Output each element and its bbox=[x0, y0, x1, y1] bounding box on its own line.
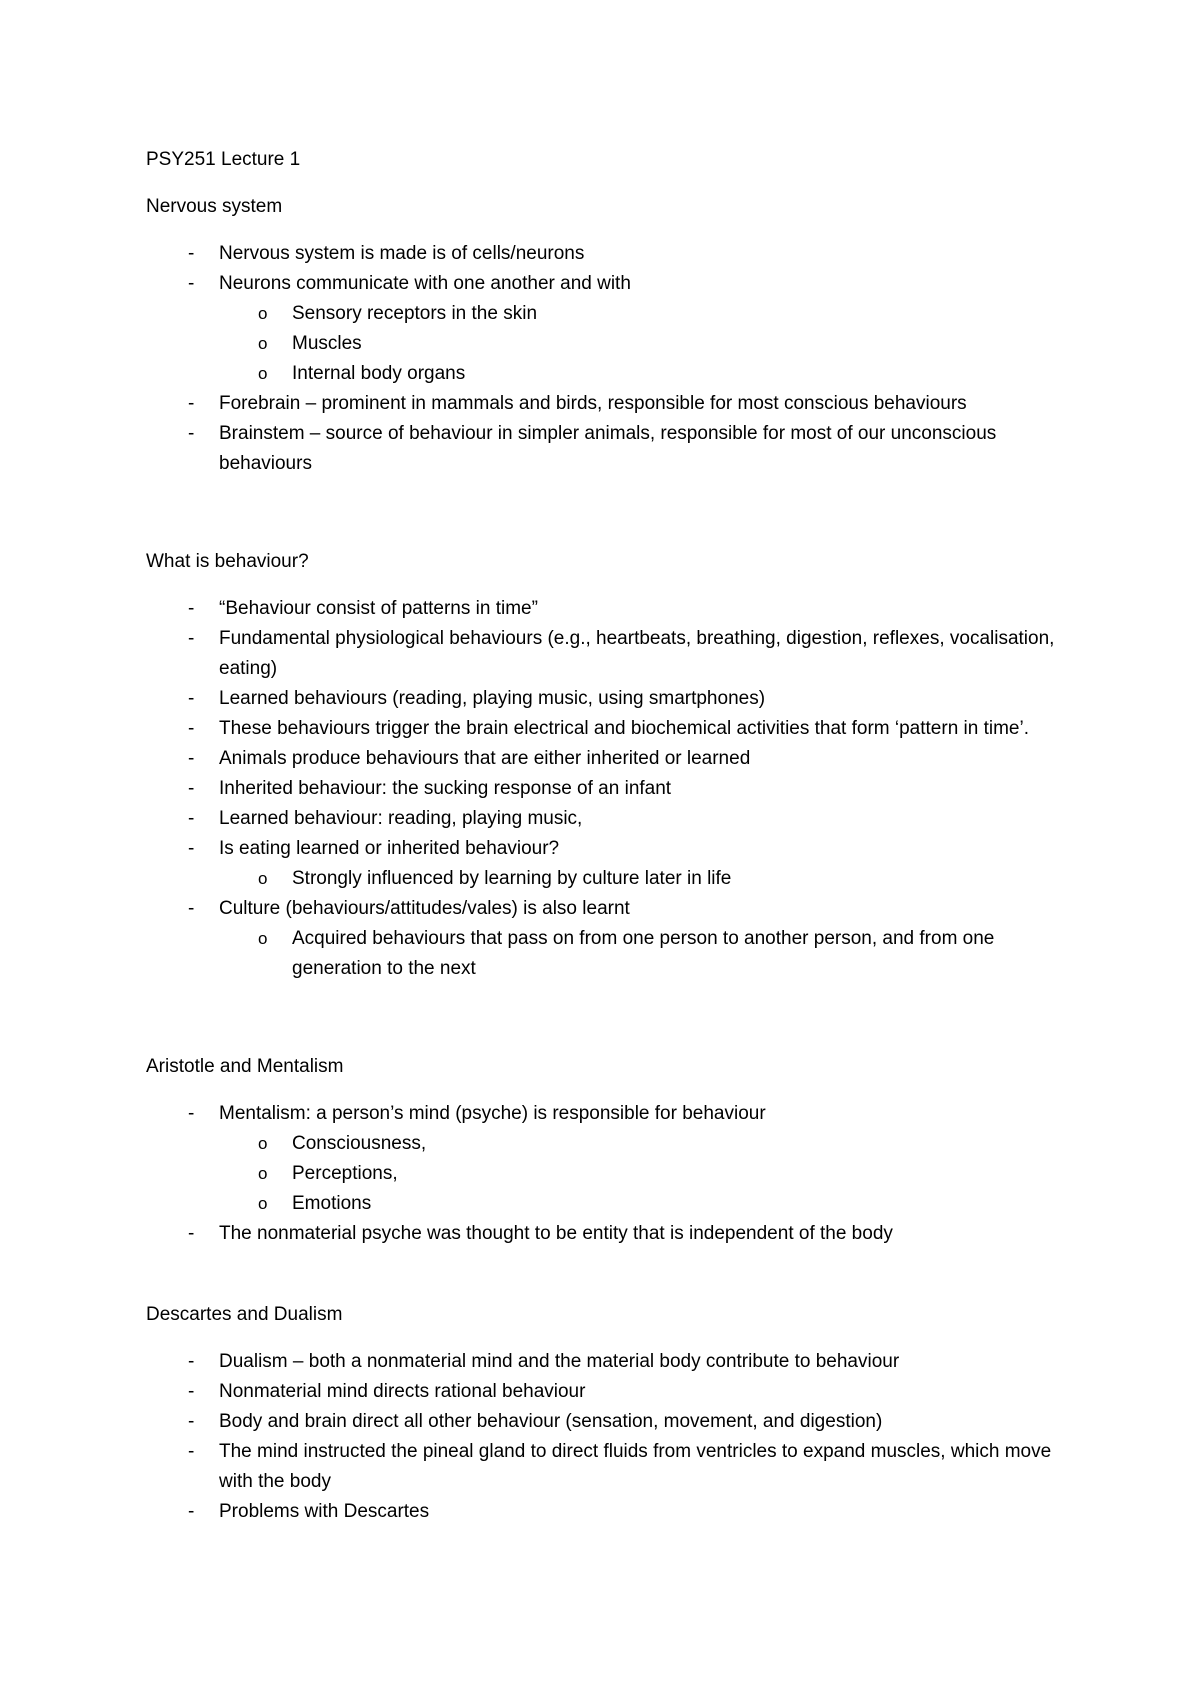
list-item-text: These behaviours trigger the brain electrical and biochemical activities that form ‘pattern in time’. bbox=[219, 718, 1029, 739]
list-item-text: Brainstem – source of behaviour in simpler animals, responsible for most of our unconscious behaviours bbox=[219, 423, 997, 474]
sub-list-item bbox=[219, 924, 1066, 984]
list-item bbox=[146, 1219, 1066, 1249]
document-body bbox=[146, 145, 1066, 1527]
list-item bbox=[146, 594, 1066, 624]
sub-bullet-list bbox=[146, 1129, 1066, 1219]
sub-list-item bbox=[219, 299, 1066, 329]
dash-bullet-icon: - bbox=[188, 598, 195, 619]
list-item-text: Learned behaviour: reading, playing music, bbox=[219, 808, 583, 829]
list-item bbox=[146, 269, 1066, 299]
sections-container bbox=[146, 192, 1066, 1527]
circle-bullet-icon: o bbox=[258, 1194, 268, 1213]
sub-bullet-list bbox=[146, 299, 1066, 389]
list-item bbox=[146, 239, 1066, 269]
list-item bbox=[146, 894, 1066, 924]
sub-list-item bbox=[219, 1129, 1066, 1159]
list-item bbox=[146, 624, 1066, 684]
dash-bullet-icon: - bbox=[188, 1501, 195, 1522]
dash-bullet-icon: - bbox=[188, 898, 195, 919]
circle-bullet-icon: o bbox=[258, 304, 268, 323]
list-item bbox=[146, 1099, 1066, 1129]
dash-bullet-icon: - bbox=[188, 1411, 195, 1432]
circle-bullet-icon: o bbox=[258, 1134, 268, 1153]
sub-list-container bbox=[146, 1129, 1066, 1219]
list-item bbox=[146, 1437, 1066, 1497]
sub-list-item-text: Strongly influenced by learning by culture later in life bbox=[292, 868, 732, 889]
dash-bullet-icon: - bbox=[188, 1351, 195, 1372]
list-item bbox=[146, 684, 1066, 714]
sub-list-item-text: Muscles bbox=[292, 333, 362, 354]
dash-bullet-icon: - bbox=[188, 1223, 195, 1244]
bullet-list bbox=[146, 239, 1066, 479]
dash-bullet-icon: - bbox=[188, 718, 195, 739]
circle-bullet-icon: o bbox=[258, 869, 268, 888]
dash-bullet-icon: - bbox=[188, 273, 195, 294]
list-item-text: Learned behaviours (reading, playing music, using smartphones) bbox=[219, 688, 766, 709]
sub-list-container bbox=[146, 299, 1066, 389]
list-item-text: Culture (behaviours/attitudes/vales) is also learnt bbox=[219, 898, 630, 919]
circle-bullet-icon: o bbox=[258, 334, 268, 353]
list-item-text: Inherited behaviour: the sucking response of an infant bbox=[219, 778, 672, 799]
bullet-list bbox=[146, 1347, 1066, 1527]
sub-list-container bbox=[146, 864, 1066, 894]
list-item-text: Body and brain direct all other behaviour (sensation, movement, and digestion) bbox=[219, 1411, 883, 1432]
list-item-text: Dualism – both a nonmaterial mind and the material body contribute to behaviour bbox=[219, 1351, 900, 1372]
dash-bullet-icon: - bbox=[188, 778, 195, 799]
section-spacer bbox=[146, 1249, 1066, 1300]
dash-bullet-icon: - bbox=[188, 688, 195, 709]
sub-list-item bbox=[219, 864, 1066, 894]
dash-bullet-icon: - bbox=[188, 423, 195, 444]
list-item bbox=[146, 389, 1066, 419]
sub-list-item-text: Perceptions, bbox=[292, 1163, 398, 1184]
list-item-text: The mind instructed the pineal gland to direct fluids from ventricles to expand muscles, which move with the body bbox=[219, 1441, 1052, 1492]
dash-bullet-icon: - bbox=[188, 748, 195, 769]
list-item bbox=[146, 744, 1066, 774]
dash-bullet-icon: - bbox=[188, 628, 195, 649]
dash-bullet-icon: - bbox=[188, 1103, 195, 1124]
sub-list-item bbox=[219, 1189, 1066, 1219]
section-spacer bbox=[146, 984, 1066, 1052]
sub-list-item-text: Emotions bbox=[292, 1193, 372, 1214]
list-item bbox=[146, 1377, 1066, 1407]
list-item bbox=[146, 774, 1066, 804]
dash-bullet-icon: - bbox=[188, 1441, 195, 1462]
list-item-text: Problems with Descartes bbox=[219, 1501, 430, 1522]
sub-bullet-list bbox=[146, 924, 1066, 984]
section-heading: Aristotle and Mentalism bbox=[146, 1056, 344, 1077]
dash-bullet-icon: - bbox=[188, 243, 195, 264]
section-heading: Descartes and Dualism bbox=[146, 1304, 343, 1325]
list-item-text: Neurons communicate with one another and with bbox=[219, 273, 631, 294]
sub-list-item bbox=[219, 329, 1066, 359]
list-item bbox=[146, 714, 1066, 744]
list-item-text: Mentalism: a person’s mind (psyche) is responsible for behaviour bbox=[219, 1103, 766, 1124]
section-heading: What is behaviour? bbox=[146, 551, 309, 572]
list-item-text: Animals produce behaviours that are either inherited or learned bbox=[219, 748, 751, 769]
dash-bullet-icon: - bbox=[188, 393, 195, 414]
list-item-text: Forebrain – prominent in mammals and birds, responsible for most conscious behaviours bbox=[219, 393, 967, 414]
list-item-text: Nonmaterial mind directs rational behaviour bbox=[219, 1381, 586, 1402]
sub-list-container bbox=[146, 924, 1066, 984]
dash-bullet-icon: - bbox=[188, 838, 195, 859]
list-item bbox=[146, 804, 1066, 834]
list-item-text: Fundamental physiological behaviours (e.g., heartbeats, breathing, digestion, reflexes, vocalisation, eating) bbox=[219, 628, 1055, 679]
dash-bullet-icon: - bbox=[188, 1381, 195, 1402]
list-item bbox=[146, 834, 1066, 864]
list-item bbox=[146, 419, 1066, 479]
circle-bullet-icon: o bbox=[258, 1164, 268, 1183]
list-item bbox=[146, 1497, 1066, 1527]
sub-list-item-text: Internal body organs bbox=[292, 363, 466, 384]
list-item-text: The nonmaterial psyche was thought to be entity that is independent of the body bbox=[219, 1223, 893, 1244]
sub-bullet-list bbox=[146, 864, 1066, 894]
section-spacer bbox=[146, 479, 1066, 547]
sub-list-item-text: Consciousness, bbox=[292, 1133, 427, 1154]
list-item-text: Nervous system is made is of cells/neurons bbox=[219, 243, 585, 264]
circle-bullet-icon: o bbox=[258, 929, 268, 948]
list-item bbox=[146, 1347, 1066, 1377]
sub-list-item-text: Sensory receptors in the skin bbox=[292, 303, 538, 324]
list-item-text: Is eating learned or inherited behaviour? bbox=[219, 838, 560, 859]
circle-bullet-icon: o bbox=[258, 364, 268, 383]
list-item-text: “Behaviour consist of patterns in time” bbox=[219, 598, 538, 619]
bullet-list bbox=[146, 1099, 1066, 1249]
sub-list-item bbox=[219, 359, 1066, 389]
bullet-list bbox=[146, 594, 1066, 984]
document-title: PSY251 Lecture 1 bbox=[146, 149, 301, 170]
section-heading: Nervous system bbox=[146, 196, 283, 217]
sub-list-item bbox=[219, 1159, 1066, 1189]
dash-bullet-icon: - bbox=[188, 808, 195, 829]
list-item bbox=[146, 1407, 1066, 1437]
sub-list-item-text: Acquired behaviours that pass on from one person to another person, and from one generation to the next bbox=[292, 928, 995, 979]
